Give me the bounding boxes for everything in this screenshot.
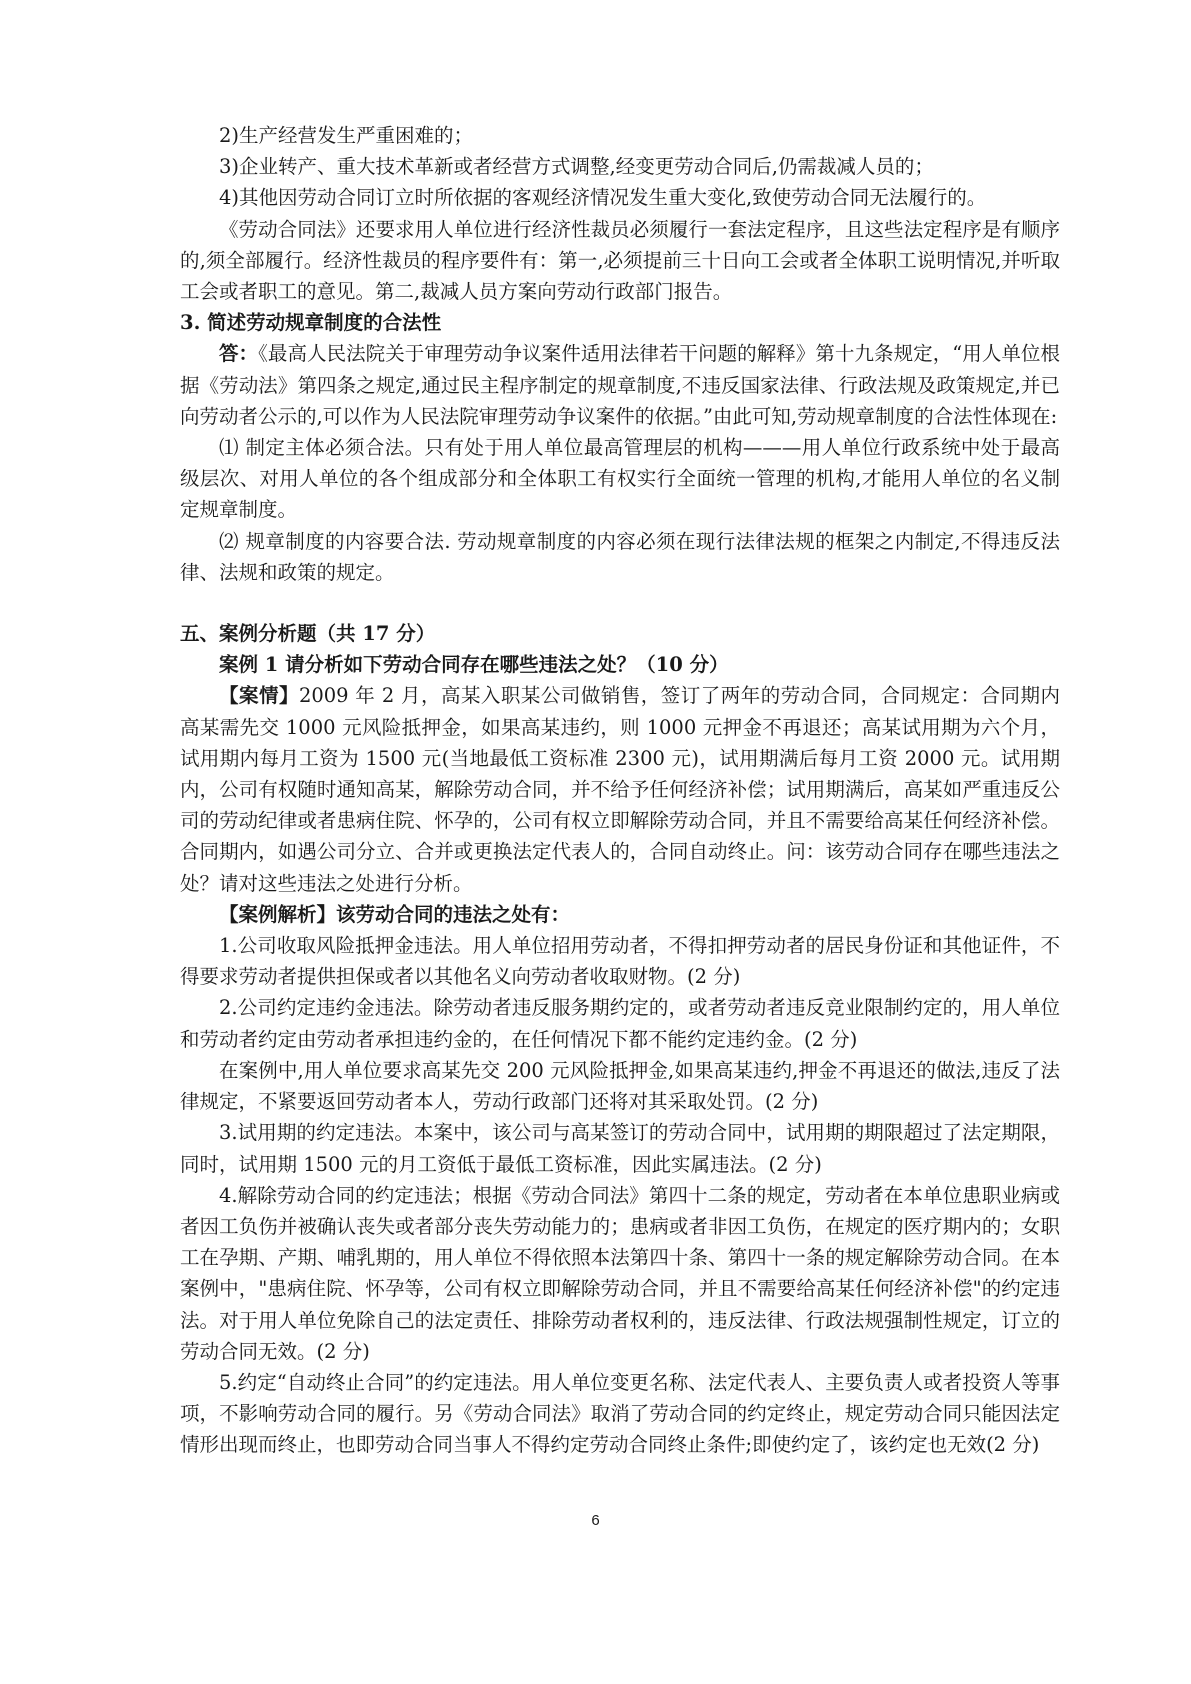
document-body bbox=[180, 120, 1060, 1461]
paragraph-text: 3.试用期的约定违法。本案中，该公司与高某签订的劳动合同中，试用期的期限超过了法定期限，同时，试用期 1500 元的月工资低于最低工资标准，因此实属违法。(2 分) bbox=[180, 1121, 1060, 1176]
section-heading bbox=[180, 649, 1060, 680]
paragraph-text: 1.公司收取风险抵押金违法。用人单位招用劳动者，不得扣押劳动者的居民身份证和其他证件，不得要求劳动者提供担保或者以其他名义向劳动者收取财物。(2 分) bbox=[180, 934, 1060, 989]
paragraph bbox=[180, 214, 1060, 308]
paragraph-text: 在案例中,用人单位要求高某先交 200 元风险抵押金,如果高某违约,押金不再退还的做法,违反了法律规定，不紧要返回劳动者本人，劳动行政部门还将对其采取处罚。(2 分) bbox=[180, 1058, 1060, 1114]
paragraph-text: 【案例解析】该劳动合同的违法之处有： bbox=[219, 902, 571, 926]
section-heading bbox=[180, 307, 1060, 338]
page-number: 6 bbox=[591, 1512, 600, 1529]
paragraph bbox=[180, 680, 1060, 898]
paragraph-text: 2009 年 2 月，高某入职某公司做销售，签订了两年的劳动合同，合同规定：合同期内高某需先交 1000 元风险抵押金，如果高某违约，则 1000 元押金不再退还；高某试用期为六个月，试用期内每月工资为 1500 元(当地最低工资标准 2300 元)，试用期满后每月工资 2000 元。试用期内，公司有权随时通知高某，解除劳动合同，并不给予任何经济补偿；试用期满后，高某如严重违反公司的劳动纪律或者患病住院、怀孕的，公司有权立即解除劳动合同，并且不需要给高某任何经济补偿。合同期内，如遇公司分立、合并或更换法定代表人的，合同自动终止。问：该劳动合同存在哪些违法之处？请对这些违法之处进行分析。 bbox=[180, 684, 1060, 895]
section-gap bbox=[180, 588, 1060, 618]
paragraph-label: 答： bbox=[219, 342, 259, 366]
paragraph-label: 【案情】 bbox=[219, 684, 299, 708]
paragraph-text: 2.公司约定违约金违法。除劳动者违反服务期约定的，或者劳动者违反竞业限制约定的，用人单位和劳动者约定由劳动者承担违约金的，在任何情况下都不能约定违约金。(2 分) bbox=[180, 996, 1060, 1051]
paragraph bbox=[180, 526, 1060, 588]
paragraph bbox=[180, 338, 1060, 432]
paragraph-text: 3. 简述劳动规章制度的合法性 bbox=[180, 311, 442, 335]
paragraph bbox=[180, 1180, 1060, 1367]
paragraph-text: 案例 1 请分析如下劳动合同存在哪些违法之处？（10 分） bbox=[219, 653, 729, 677]
paragraph bbox=[180, 992, 1060, 1054]
paragraph-text: 《最高人民法院关于审理劳动争议案件适用法律若干问题的解释》第十九条规定，“用人单位根据《劳动法》第四条之规定,通过民主程序制定的规章制度,不违反国家法律、行政法规及政策规定,并已向劳动者公示的,可以作为人民法院审理劳动争议案件的依据。”由此可知,劳动规章制度的合法性体现在: bbox=[180, 342, 1060, 428]
paragraph bbox=[180, 1367, 1060, 1461]
paragraph bbox=[180, 1117, 1060, 1179]
paragraph-text: 2)生产经营发生严重困难的； bbox=[219, 124, 474, 147]
paragraph-text: 3)企业转产、重大技术革新或者经营方式调整,经变更劳动合同后,仍需裁减人员的； bbox=[219, 155, 934, 179]
paragraph bbox=[180, 182, 1060, 213]
paragraph-text: ⑵ 规章制度的内容要合法. 劳动规章制度的内容必须在现行法律法规的框架之内制定,不得违反法律、法规和政策的规定。 bbox=[180, 529, 1060, 584]
section-heading bbox=[180, 899, 1060, 930]
paragraph-text: 5.约定“自动终止合同”的约定违法。用人单位变更名称、法定代表人、主要负责人或者投资人等事项，不影响劳动合同的履行。另《劳动合同法》取消了劳动合同的约定终止，规定劳动合同只能因法定情形出现而终止，也即劳动合同当事人不得约定劳动合同终止条件;即使约定了，该约定也无效(2 分) bbox=[180, 1370, 1060, 1457]
paragraph-text: 4)其他因劳动合同订立时所依据的客观经济情况发生重大变化,致使劳动合同无法履行的。 bbox=[219, 186, 987, 210]
paragraph-text: ⑴ 制定主体必须合法。只有处于用人单位最高管理层的机构———用人单位行政系统中处于最高级层次、对用人单位的各个组成部分和全体职工有权实行全面统一管理的机构,才能用人单位的名义制定规章制度。 bbox=[180, 436, 1060, 522]
paragraph-text: 4.解除劳动合同的约定违法；根据《劳动合同法》第四十二条的规定，劳动者在本单位患职业病或者因工负伤并被确认丧失或者部分丧失劳动能力的；患病或者非因工负伤，在规定的医疗期内的；女职工在孕期、产期、哺乳期的，用人单位不得依照本法第四十条、第四十一条的规定解除劳动合同。在本案例中，"患病住院、怀孕等，公司有权立即解除劳动合同，并且不需要给高某任何经济补偿"的约定违法。对于用人单位免除自己的法定责任、排除劳动者权利的，违反法律、行政法规强制性规定，订立的劳动合同无效。(2 分) bbox=[180, 1183, 1060, 1363]
paragraph-text: 五、案例分析题（共 17 分） bbox=[180, 622, 436, 646]
paragraph bbox=[180, 930, 1060, 992]
paragraph bbox=[180, 1055, 1060, 1117]
section-heading bbox=[180, 618, 1060, 649]
paragraph-text: 《劳动合同法》还要求用人单位进行经济性裁员必须履行一套法定程序，且这些法定程序是有顺序的,须全部履行。经济性裁员的程序要件有：第一,必须提前三十日向工会或者全体职工说明情况,并听取工会或者职工的意见。第二,裁减人员方案向劳动行政部门报告。 bbox=[180, 217, 1060, 304]
paragraph bbox=[180, 120, 1060, 151]
paragraph bbox=[180, 432, 1060, 526]
paragraph bbox=[180, 151, 1060, 182]
